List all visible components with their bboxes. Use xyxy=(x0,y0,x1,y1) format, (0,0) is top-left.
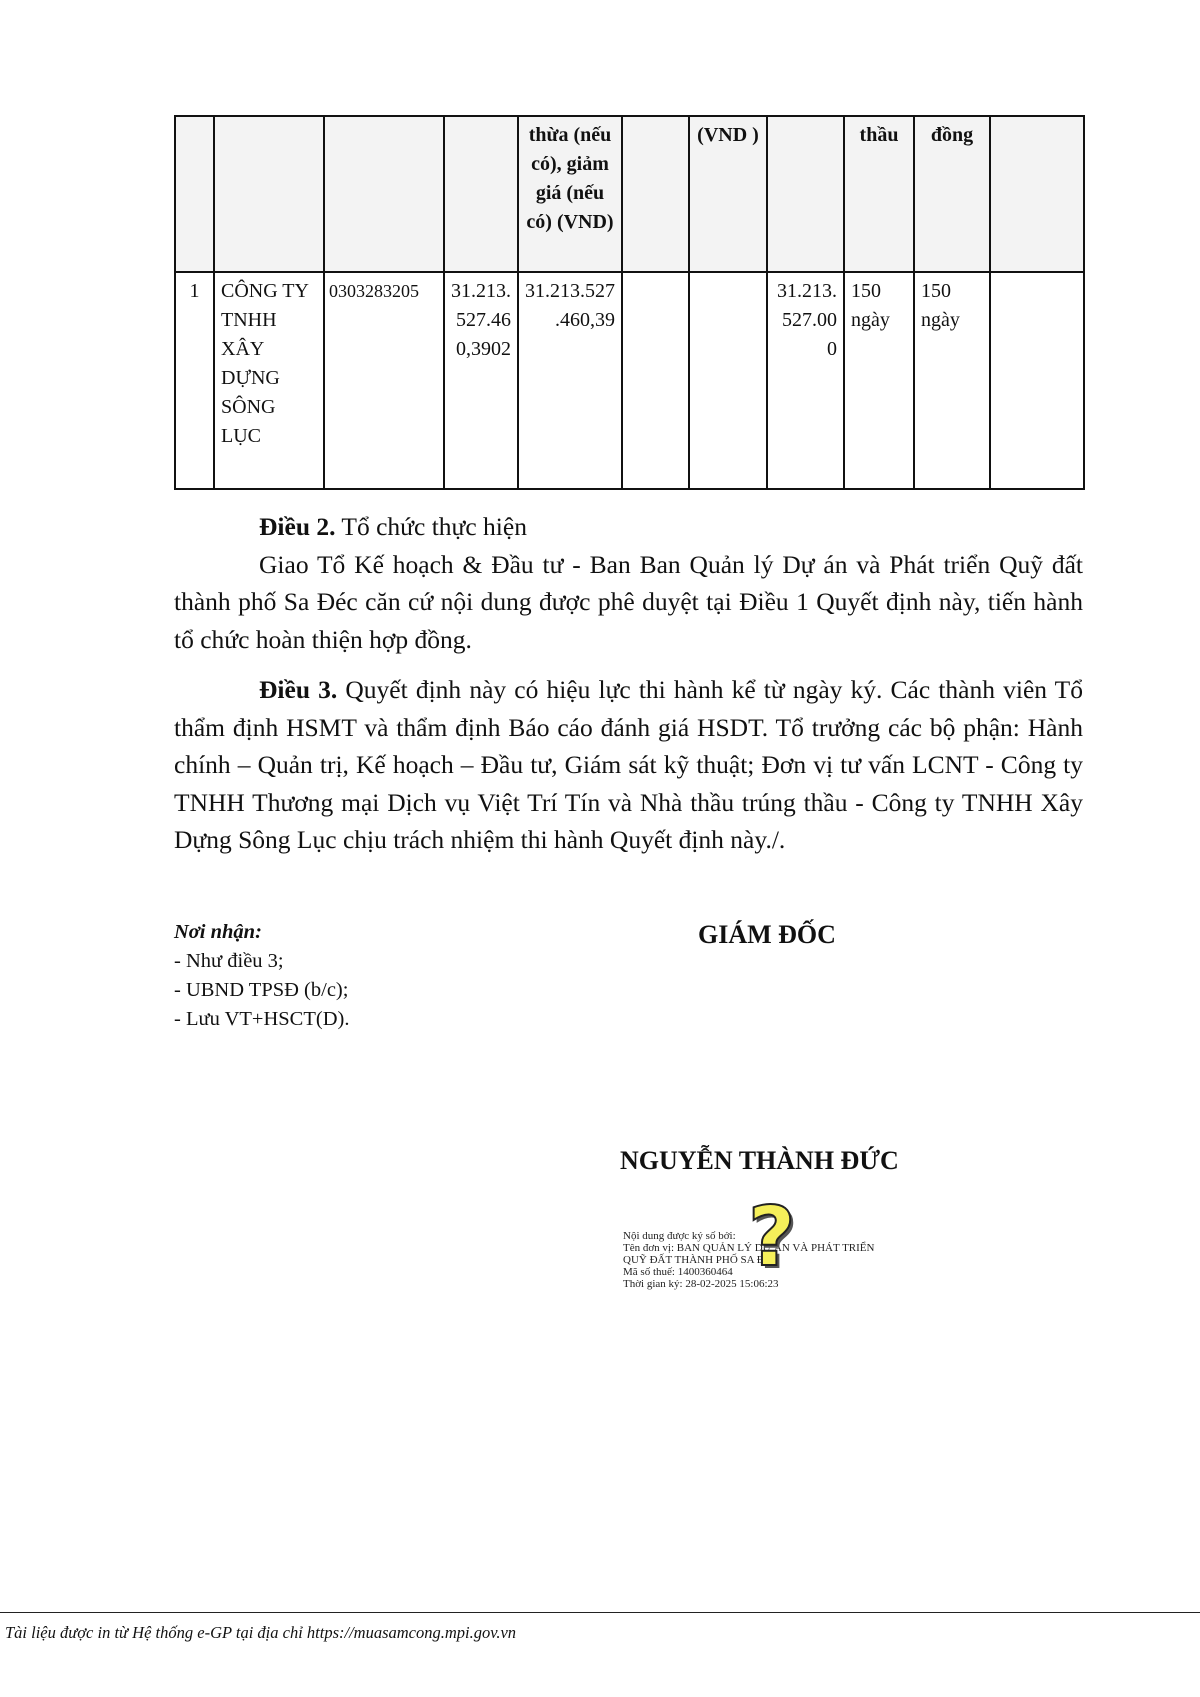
question-mark-icon: ? xyxy=(748,1190,796,1285)
article-2 xyxy=(174,508,1083,658)
digital-signature-line: Tên đơn vị: BAN QUẢN LÝ DỰ ÁN VÀ PHÁT TRIỂN xyxy=(623,1242,875,1254)
recipient-item: - Như điều 3; xyxy=(174,950,284,972)
cell-contractor-name: CÔNG TY TNHH XÂY DỰNG SÔNG LỤC xyxy=(214,272,324,489)
bid-result-table xyxy=(174,115,1085,490)
recipients-block xyxy=(174,918,349,1034)
cell-corrected-price: 31.213.527.460,39 xyxy=(518,272,622,489)
header-cell-11 xyxy=(990,116,1084,272)
table-header-row xyxy=(175,116,1084,272)
header-cell-contract-duration: đồng xyxy=(914,116,990,272)
signer-position: GIÁM ĐỐC xyxy=(698,920,836,949)
header-cell-name xyxy=(214,116,324,272)
cell-stt: 1 xyxy=(175,272,214,489)
footer-note: Tài liệu được in từ Hệ thống e-GP tại địa chỉ https://muasamcong.mpi.gov.vn xyxy=(5,1623,517,1642)
header-cell-7: (VND ) xyxy=(689,116,767,272)
footer-divider xyxy=(0,1612,1200,1613)
cell-bid-price: 31.213.527.460,3902 xyxy=(444,272,518,489)
digital-signature-line: Thời gian ký: 28-02-2025 15:06:23 xyxy=(623,1278,779,1290)
article-2-body: Giao Tổ Kế hoạch & Đầu tư - Ban Ban Quản lý Dự án và Phát triển Quỹ đất thành phố Sa Đéc căn cứ nội dung được phê duyệt tại Điều 1 Quyết định này, tiến hành tổ chức hoàn thiện hợp đồng. xyxy=(174,549,1083,654)
header-cell-winning-price xyxy=(767,116,844,272)
article-2-heading-line xyxy=(174,508,1083,546)
digital-signature-line: Mã số thuế: 1400360464 xyxy=(623,1266,733,1278)
cell-contract-duration: 150 ngày xyxy=(914,272,990,489)
cell-6 xyxy=(622,272,689,489)
header-cell-bid-price xyxy=(444,116,518,272)
recipients-title: Nơi nhận: xyxy=(174,921,262,943)
article-3 xyxy=(174,671,1083,859)
header-cell-bid-duration: thầu xyxy=(844,116,914,272)
article-3-body: Quyết định này có hiệu lực thi hành kể từ ngày ký. Các thành viên Tổ thẩm định HSMT và thẩm định Báo cáo đánh giá HSDT. Tổ trưởng các bộ phận: Hành chính – Quản trị, Kế hoạch – Đầu tư, Giám sát kỹ thuật; Đơn vị tư vấn LCNT - Công ty TNHH Thương mại Dịch vụ Việt Trí Tín và Nhà thầu trúng thầu - Công ty TNHH Xây Dựng Sông Lục chịu trách nhiệm thi hành Quyết định này./. xyxy=(174,675,1084,854)
signer-name: NGUYỄN THÀNH ĐỨC xyxy=(620,1146,899,1175)
article-2-label: Điều 2. xyxy=(259,512,336,541)
recipient-item: - UBND TPSĐ (b/c); xyxy=(174,979,349,1001)
cell-7 xyxy=(689,272,767,489)
digital-signature-line: Nội dung được ký số bởi: xyxy=(623,1230,736,1242)
header-cell-tax-code xyxy=(324,116,444,272)
cell-winning-price: 31.213.527.000 xyxy=(767,272,844,489)
cell-11 xyxy=(990,272,1084,489)
cell-bid-duration: 150 ngày xyxy=(844,272,914,489)
header-cell-stt xyxy=(175,116,214,272)
article-2-title: Tổ chức thực hiện xyxy=(335,512,527,541)
cell-tax-code: 0303283205 xyxy=(324,272,444,489)
digital-signature-line: QUỸ ĐẤT THÀNH PHỐ SA ĐÉC xyxy=(623,1254,779,1266)
table-row xyxy=(175,272,1084,489)
header-cell-6 xyxy=(622,116,689,272)
header-cell-corrected-price: thừa (nếu có), giảm giá (nếu có) (VND) xyxy=(518,116,622,272)
article-3-label: Điều 3. xyxy=(259,675,338,704)
recipient-item: - Lưu VT+HSCT(D). xyxy=(174,1008,350,1030)
